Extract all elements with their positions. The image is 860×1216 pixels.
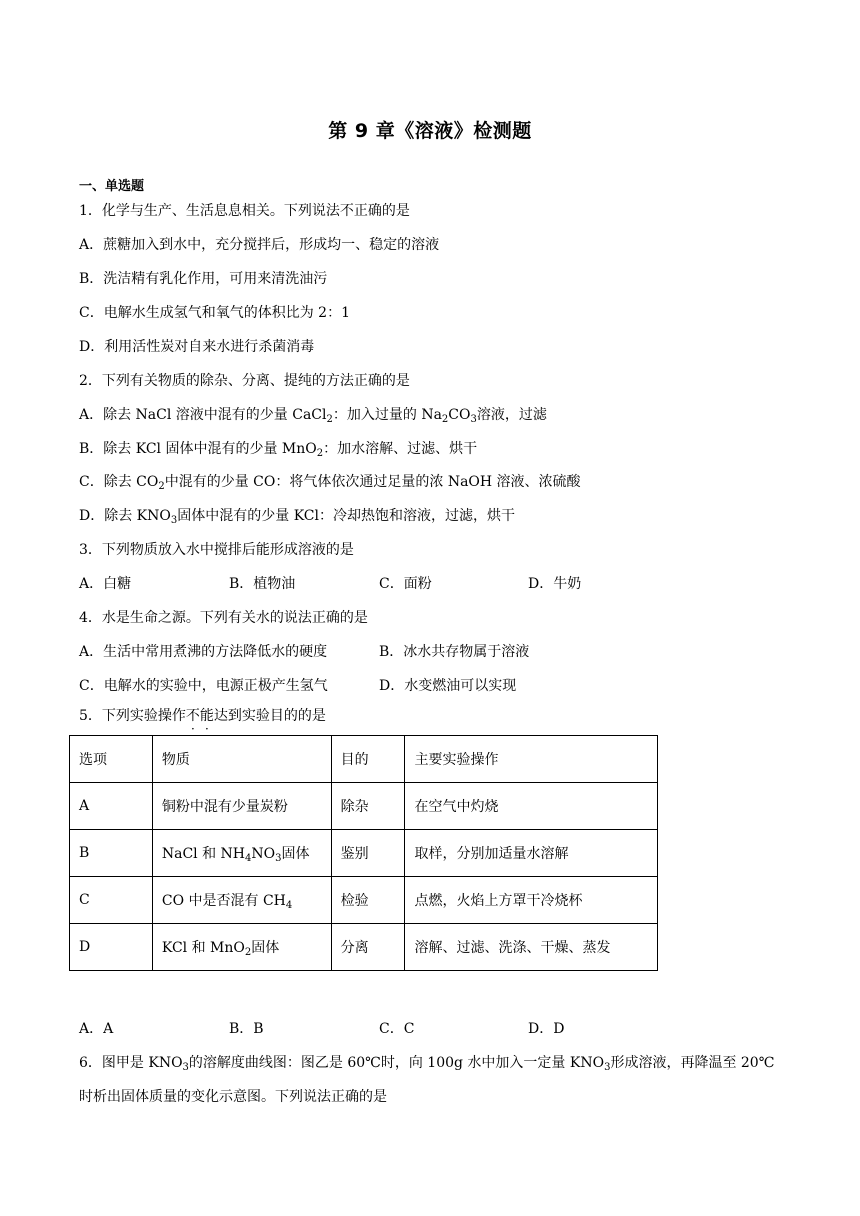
table-cell: B: [70, 830, 153, 877]
question-6-stem-line-2: 时析出固体质量的变化示意图。下列说法正确的是: [79, 1089, 387, 1105]
table-cell: 溶解、过滤、洗涤、干燥、蒸发: [405, 924, 658, 971]
question-5-option-b: B．B: [229, 1021, 264, 1037]
question-4-option-b: B．冰水共存物属于溶液: [379, 644, 530, 660]
table-cell: KCl 和 MnO$_2$固体: [152, 924, 331, 971]
question-3-option-c: C．面粉: [379, 576, 432, 592]
table-cell: 检验: [331, 877, 405, 924]
question-1-option-a: A．蔗糖加入到水中，充分搅拌后，形成均一、稳定的溶液: [79, 237, 440, 253]
question-3-option-d: D．牛奶: [528, 576, 582, 592]
table-cell: A: [70, 783, 153, 830]
table-cell: 分离: [331, 924, 405, 971]
question-4-option-d: D．水变燃油可以实现: [379, 678, 517, 694]
question-1-option-b: B．洗洁精有乳化作用，可用来清洗油污: [79, 271, 328, 287]
question-6-stem-line-1: 6．图甲是 $KNO_3$的溶解度曲线图：图乙是 60℃时，向 100g 水中加入一定量 $KNO_3$形成溶液，再降温至 20℃: [79, 1055, 775, 1073]
question-3-option-b: B．植物油: [229, 576, 296, 592]
question-2-stem: 2．下列有关物质的除杂、分离、提纯的方法正确的是: [79, 373, 410, 389]
table-cell: 点燃，火焰上方罩干冷烧杯: [405, 877, 658, 924]
question-1-option-d: D．利用活性炭对自来水进行杀菌消毒: [79, 339, 315, 355]
table-cell: 鉴别: [331, 830, 405, 877]
question-5-option-c: C．C: [379, 1021, 415, 1037]
question-4-option-a: A．生活中常用煮沸的方法降低水的硬度: [79, 644, 328, 660]
question-1-option-c: C．电解水生成氢气和氧气的体积比为 2：1: [79, 305, 350, 321]
question-3-stem: 3．下列物质放入水中搅排后能形成溶液的是: [79, 542, 354, 558]
table-row: [70, 877, 658, 924]
question-4-stem: 4．水是生命之源。下列有关水的说法正确的是: [79, 610, 368, 626]
table-cell: CO 中是否混有 $CH_4$: [152, 877, 331, 924]
emphasis-dot-char: 不: [185, 708, 200, 724]
table-cell: C: [70, 877, 153, 924]
table-cell: 除杂: [331, 783, 405, 830]
table-header-cell: 目的: [331, 736, 405, 783]
table-header-cell: 主要实验操作: [405, 736, 658, 783]
question-5-stem: 5．下列实验操作不能达到实验目的的是: [79, 708, 326, 724]
question-5-option-a: A．A: [79, 1021, 114, 1037]
question-2-option-a: A．除去 NaCl 溶液中混有的少量 CaCl$_2$：加入过量的 $Na_2CO_3$溶液，过滤: [79, 407, 547, 425]
table-header-row: [70, 736, 658, 783]
table-row: [70, 830, 658, 877]
table-header-cell: 物质: [152, 736, 331, 783]
section-heading: 一、单选题: [79, 179, 145, 194]
table-cell: NaCl 和 $NH_4NO_3$固体: [152, 830, 331, 877]
table-cell: 取样，分别加适量水溶解: [405, 830, 658, 877]
question-5-table: [69, 735, 658, 971]
table-cell: D: [70, 924, 153, 971]
question-1-stem: 1．化学与生产、生活息息相关。下列说法不正确的是: [79, 203, 410, 219]
question-3-option-a: A．白糖: [79, 576, 132, 592]
emphasis-dot-char: 能: [199, 708, 214, 724]
question-2-option-d: D．除去 $KNO_3$固体中混有的少量 KCl：冷却热饱和溶液，过滤，烘干: [79, 508, 515, 526]
table-cell: 在空气中灼烧: [405, 783, 658, 830]
table-row: [70, 783, 658, 830]
question-2-option-c: C．除去 $CO_2$中混有的少量 CO：将气体依次通过足量的浓 NaOH 溶液、浓硫酸: [79, 474, 581, 492]
question-4-option-c: C．电解水的实验中，电源正极产生氢气: [79, 678, 328, 694]
question-5-option-d: D．D: [528, 1021, 565, 1037]
table-row: [70, 924, 658, 971]
table-cell: 铜粉中混有少量炭粉: [152, 783, 331, 830]
table-header-cell: 选项: [70, 736, 153, 783]
question-2-option-b: B．除去 KCl 固体中混有的少量 MnO$_2$：加水溶解、过滤、烘干: [79, 441, 478, 459]
page-title: 第 9 章《溶液》检测题: [328, 120, 532, 142]
